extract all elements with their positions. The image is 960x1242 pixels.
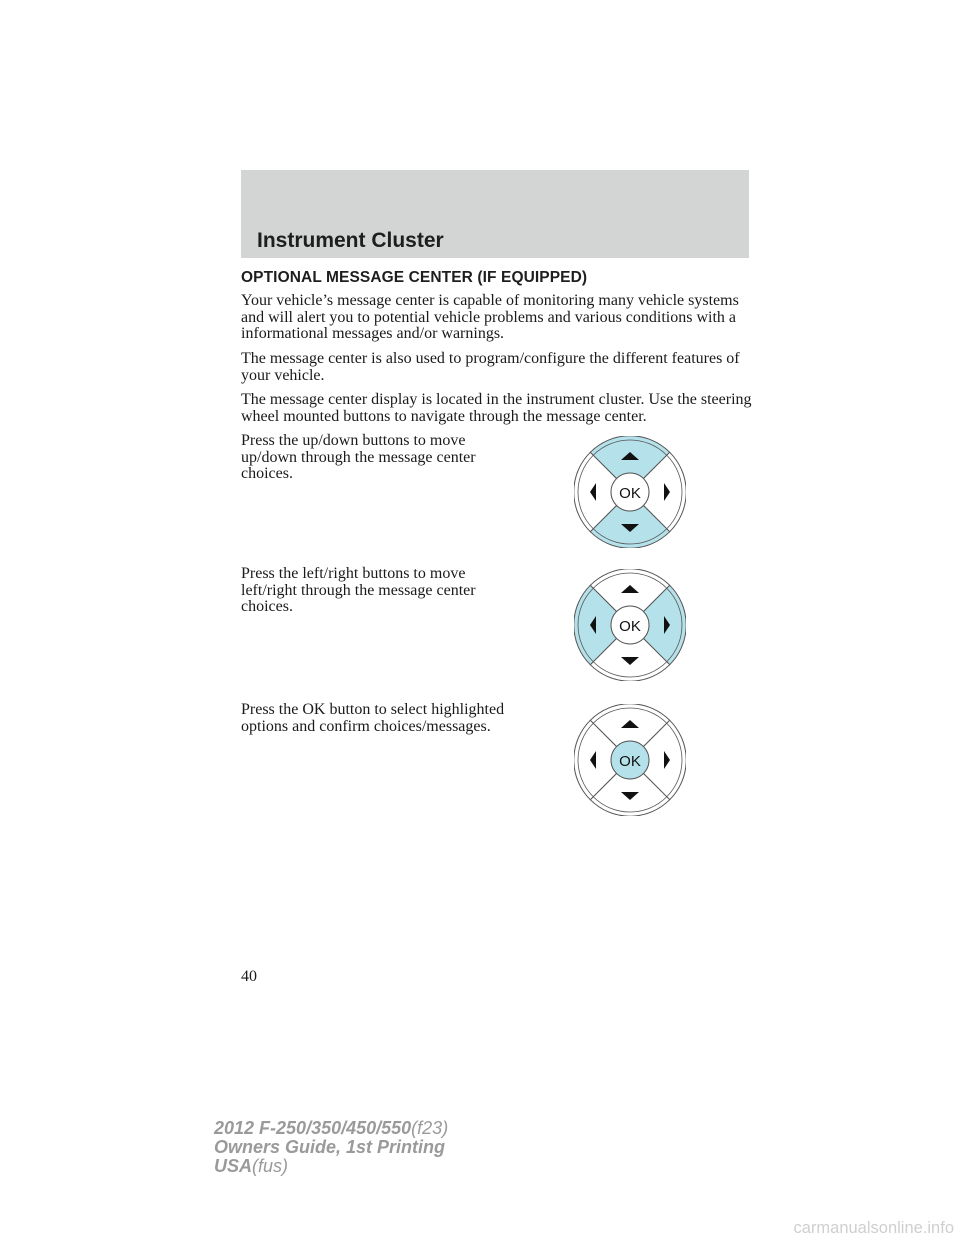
left-right-pad-icon (574, 569, 686, 681)
page-number: 40 (241, 968, 257, 985)
paragraph-intro: Your vehicle’s message center is capable of monitoring many vehicle systems and will alert you to potential vehicle problems and various conditions with a informational messages and/or warnings. (241, 292, 739, 343)
chapter-header-band (241, 170, 749, 258)
section-heading: OPTIONAL MESSAGE CENTER (IF EQUIPPED) (241, 269, 588, 286)
footer-model: 2012 F-250/350/450/550 (214, 1118, 412, 1138)
watermark: carmanualsonline.info (793, 1219, 954, 1237)
footer-print-info (214, 1119, 448, 1176)
footer-market-code: (fus) (252, 1156, 289, 1176)
item-text-up-down: Press the up/down buttons to move up/down through the message center choices. (241, 432, 476, 483)
footer-edition: Owners Guide, 1st Printing (214, 1137, 446, 1157)
footer-market: USA (214, 1156, 253, 1176)
pad-ok-label: OK (619, 618, 641, 635)
pad-ok-label: OK (619, 485, 641, 502)
item-text-ok: Press the OK button to select highlighted options and confirm choices/messages. (241, 701, 505, 735)
ok-pad-icon (574, 704, 686, 816)
paragraph-location: The message center display is located in the instrument cluster. Use the steering wheel mounted buttons to navigate through the message center. (241, 391, 752, 425)
up-down-pad-icon (574, 436, 686, 548)
footer-model-code: (f23) (411, 1118, 449, 1138)
pad-ok-label: OK (619, 753, 641, 770)
item-text-left-right: Press the left/right buttons to move left/right through the message center choices. (241, 565, 476, 616)
chapter-title: Instrument Cluster (257, 229, 444, 252)
paragraph-program: The message center is also used to program/configure the different features of your vehicle. (241, 350, 740, 384)
